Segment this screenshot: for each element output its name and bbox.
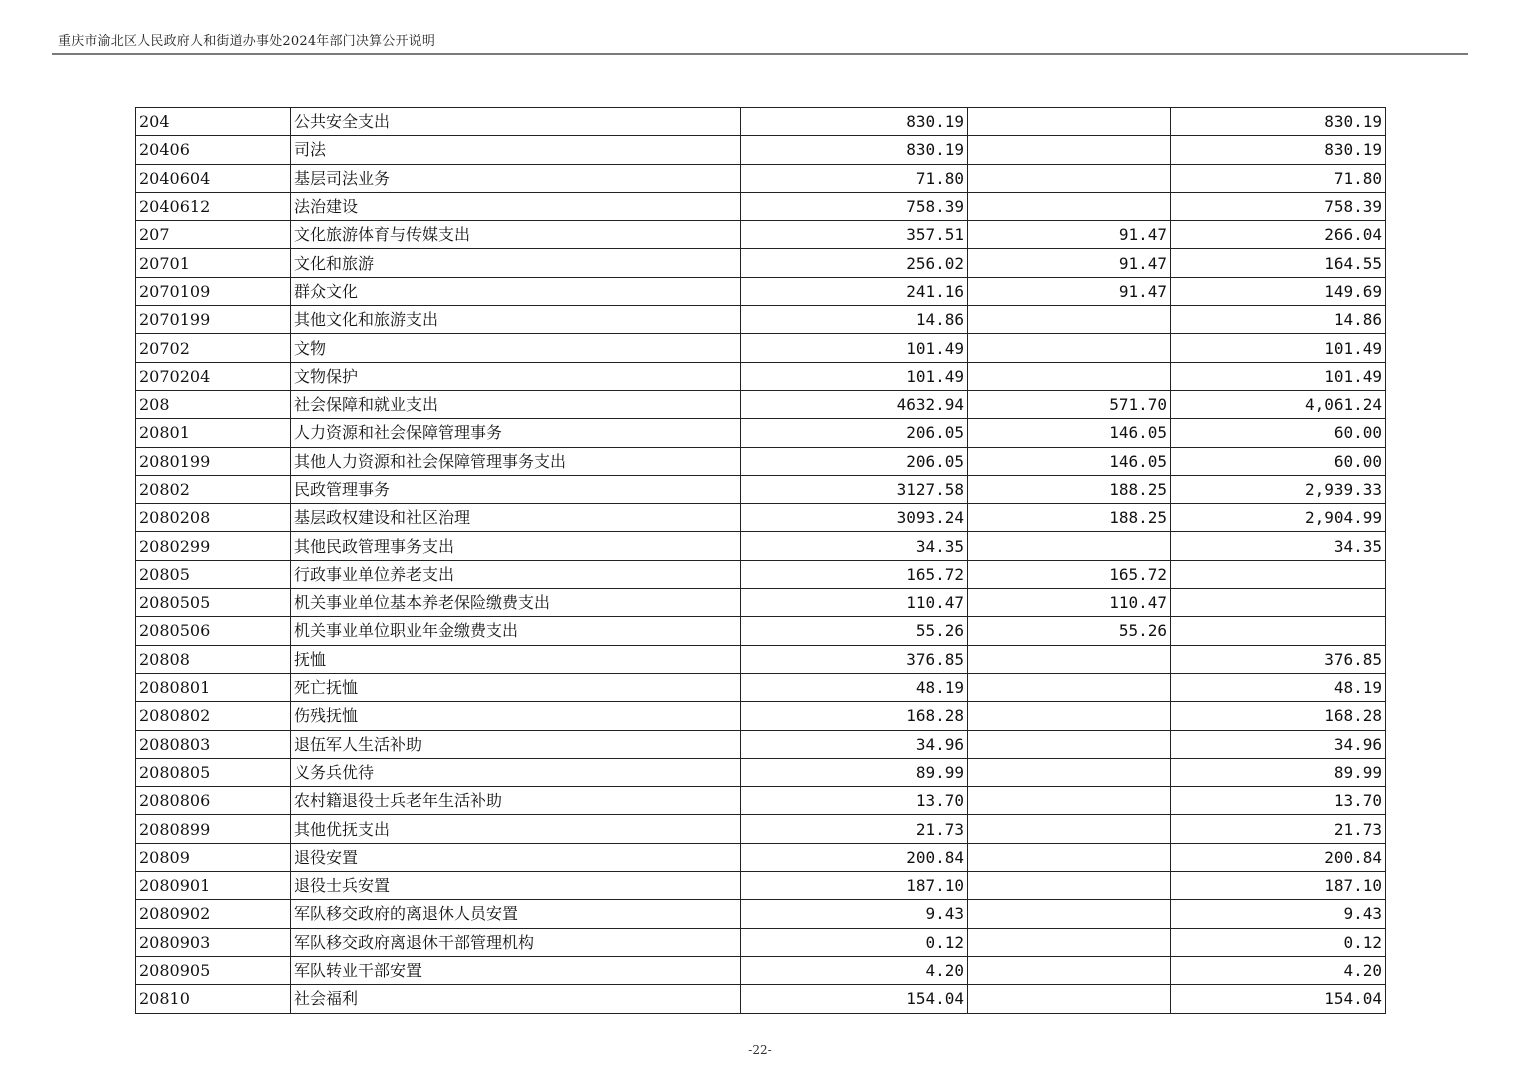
total-amount-cell: 21.73	[741, 815, 968, 843]
subject-code-cell: 20805	[136, 560, 291, 588]
project-expenditure-cell: 0.12	[1171, 928, 1386, 956]
subject-code-cell: 20809	[136, 843, 291, 871]
basic-expenditure-cell	[968, 164, 1171, 192]
table-row	[136, 277, 1386, 305]
basic-expenditure-cell	[968, 306, 1171, 334]
basic-expenditure-cell	[968, 900, 1171, 928]
subject-code-cell: 2080299	[136, 532, 291, 560]
total-amount-cell: 154.04	[741, 985, 968, 1013]
subject-code-cell: 2080208	[136, 504, 291, 532]
total-amount-cell: 206.05	[741, 447, 968, 475]
subject-name-cell: 基层司法业务	[291, 164, 741, 192]
total-amount-cell: 89.99	[741, 758, 968, 786]
project-expenditure-cell: 376.85	[1171, 645, 1386, 673]
total-amount-cell: 758.39	[741, 192, 968, 220]
subject-code-cell: 2080802	[136, 702, 291, 730]
table-row	[136, 758, 1386, 786]
basic-expenditure-cell: 91.47	[968, 221, 1171, 249]
basic-expenditure-cell	[968, 702, 1171, 730]
project-expenditure-cell: 89.99	[1171, 758, 1386, 786]
document-header-title: 重庆市渝北区人民政府人和街道办事处2024年部门决算公开说明	[58, 34, 436, 49]
page-number: -22-	[748, 1043, 772, 1057]
subject-name-cell: 其他优抚支出	[291, 815, 741, 843]
basic-expenditure-cell	[968, 108, 1171, 136]
table-row	[136, 390, 1386, 418]
subject-name-cell: 伤残抚恤	[291, 702, 741, 730]
project-expenditure-cell: 168.28	[1171, 702, 1386, 730]
basic-expenditure-cell: 146.05	[968, 447, 1171, 475]
total-amount-cell: 101.49	[741, 362, 968, 390]
total-amount-cell: 4632.94	[741, 390, 968, 418]
project-expenditure-cell: 101.49	[1171, 362, 1386, 390]
subject-code-cell: 208	[136, 390, 291, 418]
project-expenditure-cell	[1171, 617, 1386, 645]
subject-code-cell: 20801	[136, 419, 291, 447]
table-row	[136, 560, 1386, 588]
table-row	[136, 617, 1386, 645]
total-amount-cell: 376.85	[741, 645, 968, 673]
total-amount-cell: 830.19	[741, 108, 968, 136]
table-row	[136, 108, 1386, 136]
table-row	[136, 419, 1386, 447]
project-expenditure-cell: 34.35	[1171, 532, 1386, 560]
total-amount-cell: 110.47	[741, 589, 968, 617]
project-expenditure-cell: 34.96	[1171, 730, 1386, 758]
subject-code-cell: 2080901	[136, 872, 291, 900]
subject-name-cell: 基层政权建设和社区治理	[291, 504, 741, 532]
project-expenditure-cell: 4,061.24	[1171, 390, 1386, 418]
basic-expenditure-cell	[968, 956, 1171, 984]
table-row	[136, 730, 1386, 758]
subject-code-cell: 2040604	[136, 164, 291, 192]
subject-name-cell: 其他人力资源和社会保障管理事务支出	[291, 447, 741, 475]
total-amount-cell: 101.49	[741, 334, 968, 362]
subject-code-cell: 20406	[136, 136, 291, 164]
subject-name-cell: 军队移交政府离退休干部管理机构	[291, 928, 741, 956]
project-expenditure-cell: 48.19	[1171, 673, 1386, 701]
project-expenditure-cell: 60.00	[1171, 419, 1386, 447]
total-amount-cell: 48.19	[741, 673, 968, 701]
subject-code-cell: 207	[136, 221, 291, 249]
project-expenditure-cell: 2,939.33	[1171, 475, 1386, 503]
project-expenditure-cell: 154.04	[1171, 985, 1386, 1013]
subject-code-cell: 20802	[136, 475, 291, 503]
project-expenditure-cell	[1171, 589, 1386, 617]
subject-code-cell: 2080903	[136, 928, 291, 956]
table-row	[136, 900, 1386, 928]
project-expenditure-cell: 13.70	[1171, 787, 1386, 815]
subject-name-cell: 人力资源和社会保障管理事务	[291, 419, 741, 447]
table-row	[136, 872, 1386, 900]
project-expenditure-cell: 9.43	[1171, 900, 1386, 928]
total-amount-cell: 9.43	[741, 900, 968, 928]
subject-name-cell: 文物	[291, 334, 741, 362]
project-expenditure-cell: 71.80	[1171, 164, 1386, 192]
subject-name-cell: 其他文化和旅游支出	[291, 306, 741, 334]
basic-expenditure-cell	[968, 136, 1171, 164]
subject-code-cell: 20810	[136, 985, 291, 1013]
subject-code-cell: 2080803	[136, 730, 291, 758]
total-amount-cell: 55.26	[741, 617, 968, 645]
total-amount-cell: 256.02	[741, 249, 968, 277]
table-row	[136, 221, 1386, 249]
project-expenditure-cell: 200.84	[1171, 843, 1386, 871]
basic-expenditure-cell	[968, 673, 1171, 701]
total-amount-cell: 0.12	[741, 928, 968, 956]
subject-name-cell: 文物保护	[291, 362, 741, 390]
subject-name-cell: 义务兵优待	[291, 758, 741, 786]
table-row	[136, 645, 1386, 673]
table-row	[136, 985, 1386, 1013]
subject-name-cell: 社会保障和就业支出	[291, 390, 741, 418]
total-amount-cell: 830.19	[741, 136, 968, 164]
total-amount-cell: 168.28	[741, 702, 968, 730]
subject-code-cell: 2070204	[136, 362, 291, 390]
subject-code-cell: 2080199	[136, 447, 291, 475]
table-row	[136, 249, 1386, 277]
subject-name-cell: 退役安置	[291, 843, 741, 871]
basic-expenditure-cell	[968, 730, 1171, 758]
total-amount-cell: 14.86	[741, 306, 968, 334]
project-expenditure-cell: 758.39	[1171, 192, 1386, 220]
table-row	[136, 956, 1386, 984]
subject-name-cell: 军队转业干部安置	[291, 956, 741, 984]
total-amount-cell: 357.51	[741, 221, 968, 249]
subject-code-cell: 2070109	[136, 277, 291, 305]
basic-expenditure-cell: 188.25	[968, 475, 1171, 503]
total-amount-cell: 3127.58	[741, 475, 968, 503]
subject-name-cell: 农村籍退役士兵老年生活补助	[291, 787, 741, 815]
project-expenditure-cell: 101.49	[1171, 334, 1386, 362]
basic-expenditure-cell: 110.47	[968, 589, 1171, 617]
total-amount-cell: 200.84	[741, 843, 968, 871]
total-amount-cell: 4.20	[741, 956, 968, 984]
basic-expenditure-cell	[968, 843, 1171, 871]
subject-name-cell: 抚恤	[291, 645, 741, 673]
project-expenditure-cell: 60.00	[1171, 447, 1386, 475]
subject-code-cell: 2080806	[136, 787, 291, 815]
basic-expenditure-cell	[968, 532, 1171, 560]
basic-expenditure-cell: 571.70	[968, 390, 1171, 418]
total-amount-cell: 187.10	[741, 872, 968, 900]
subject-code-cell: 2080505	[136, 589, 291, 617]
subject-code-cell: 2080905	[136, 956, 291, 984]
total-amount-cell: 165.72	[741, 560, 968, 588]
subject-name-cell: 司法	[291, 136, 741, 164]
expenditure-table-body	[136, 108, 1386, 1014]
subject-code-cell: 20702	[136, 334, 291, 362]
basic-expenditure-cell	[968, 787, 1171, 815]
project-expenditure-cell: 21.73	[1171, 815, 1386, 843]
table-row	[136, 702, 1386, 730]
subject-code-cell: 2080902	[136, 900, 291, 928]
project-expenditure-cell	[1171, 560, 1386, 588]
total-amount-cell: 206.05	[741, 419, 968, 447]
basic-expenditure-cell: 188.25	[968, 504, 1171, 532]
table-row	[136, 192, 1386, 220]
table-row	[136, 843, 1386, 871]
basic-expenditure-cell: 55.26	[968, 617, 1171, 645]
table-row	[136, 362, 1386, 390]
subject-name-cell: 公共安全支出	[291, 108, 741, 136]
subject-name-cell: 民政管理事务	[291, 475, 741, 503]
basic-expenditure-cell	[968, 815, 1171, 843]
subject-name-cell: 死亡抚恤	[291, 673, 741, 701]
total-amount-cell: 241.16	[741, 277, 968, 305]
project-expenditure-cell: 164.55	[1171, 249, 1386, 277]
subject-name-cell: 文化旅游体育与传媒支出	[291, 221, 741, 249]
basic-expenditure-cell	[968, 758, 1171, 786]
total-amount-cell: 34.96	[741, 730, 968, 758]
basic-expenditure-cell	[968, 362, 1171, 390]
subject-name-cell: 其他民政管理事务支出	[291, 532, 741, 560]
project-expenditure-cell: 4.20	[1171, 956, 1386, 984]
subject-name-cell: 退伍军人生活补助	[291, 730, 741, 758]
subject-code-cell: 204	[136, 108, 291, 136]
basic-expenditure-cell: 91.47	[968, 249, 1171, 277]
subject-name-cell: 机关事业单位基本养老保险缴费支出	[291, 589, 741, 617]
subject-code-cell: 2040612	[136, 192, 291, 220]
basic-expenditure-cell	[968, 928, 1171, 956]
table-row	[136, 306, 1386, 334]
total-amount-cell: 3093.24	[741, 504, 968, 532]
subject-name-cell: 文化和旅游	[291, 249, 741, 277]
header-divider	[52, 53, 1468, 55]
subject-name-cell: 军队移交政府的离退休人员安置	[291, 900, 741, 928]
table-row	[136, 787, 1386, 815]
total-amount-cell: 34.35	[741, 532, 968, 560]
subject-code-cell: 20808	[136, 645, 291, 673]
table-row	[136, 928, 1386, 956]
table-row	[136, 475, 1386, 503]
project-expenditure-cell: 830.19	[1171, 108, 1386, 136]
table-row	[136, 532, 1386, 560]
project-expenditure-cell: 830.19	[1171, 136, 1386, 164]
project-expenditure-cell: 149.69	[1171, 277, 1386, 305]
table-row	[136, 673, 1386, 701]
project-expenditure-cell: 266.04	[1171, 221, 1386, 249]
basic-expenditure-cell	[968, 192, 1171, 220]
basic-expenditure-cell: 91.47	[968, 277, 1171, 305]
basic-expenditure-cell	[968, 872, 1171, 900]
table-row	[136, 334, 1386, 362]
project-expenditure-cell: 187.10	[1171, 872, 1386, 900]
table-row	[136, 815, 1386, 843]
table-row	[136, 136, 1386, 164]
table-row	[136, 504, 1386, 532]
total-amount-cell: 13.70	[741, 787, 968, 815]
basic-expenditure-cell: 165.72	[968, 560, 1171, 588]
basic-expenditure-cell	[968, 985, 1171, 1013]
subject-code-cell: 2070199	[136, 306, 291, 334]
subject-code-cell: 2080899	[136, 815, 291, 843]
subject-name-cell: 行政事业单位养老支出	[291, 560, 741, 588]
table-row	[136, 589, 1386, 617]
basic-expenditure-cell	[968, 645, 1171, 673]
basic-expenditure-cell: 146.05	[968, 419, 1171, 447]
expenditure-table	[135, 107, 1386, 1014]
table-row	[136, 164, 1386, 192]
subject-code-cell: 2080801	[136, 673, 291, 701]
subject-name-cell: 退役士兵安置	[291, 872, 741, 900]
subject-name-cell: 社会福利	[291, 985, 741, 1013]
subject-name-cell: 群众文化	[291, 277, 741, 305]
table-row	[136, 447, 1386, 475]
project-expenditure-cell: 2,904.99	[1171, 504, 1386, 532]
basic-expenditure-cell	[968, 334, 1171, 362]
total-amount-cell: 71.80	[741, 164, 968, 192]
subject-code-cell: 20701	[136, 249, 291, 277]
subject-code-cell: 2080506	[136, 617, 291, 645]
subject-name-cell: 法治建设	[291, 192, 741, 220]
project-expenditure-cell: 14.86	[1171, 306, 1386, 334]
subject-name-cell: 机关事业单位职业年金缴费支出	[291, 617, 741, 645]
subject-code-cell: 2080805	[136, 758, 291, 786]
